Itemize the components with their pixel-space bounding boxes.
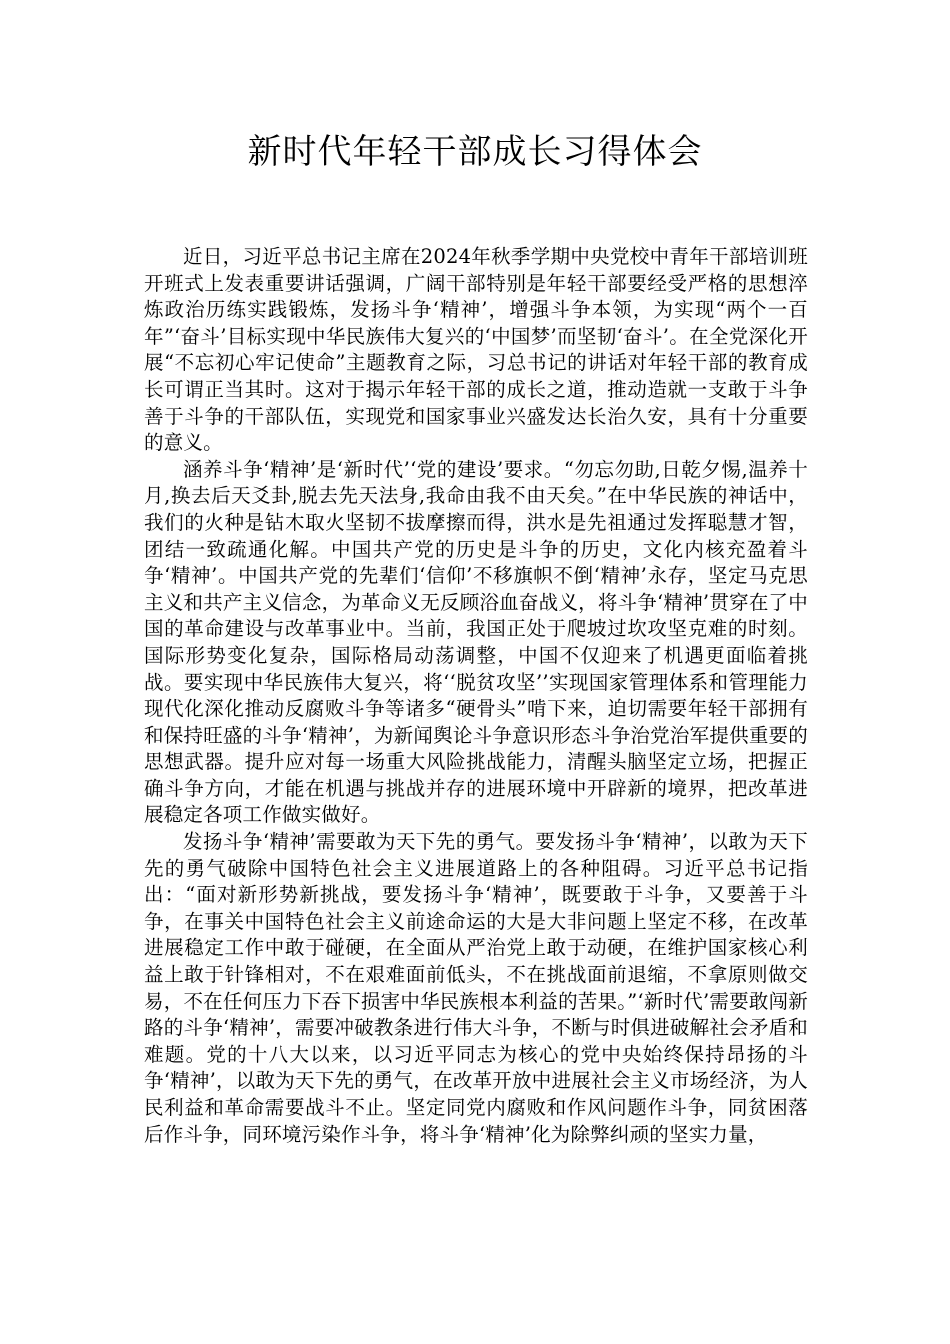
paragraph-2: 涵养斗争‘精神’是‘新时代’‘党的建设’要求。“勿忘勿助,日乾夕惕,温养十月,换去后天爻卦,脱去先天法身,我命由我不由天矣。”在中华民族的神话中，我们的火种是钻木取火坚韧不拔摩擦而得，洪水是先祖通过发挥聪慧才智，团结一致疏通化解。中国共产党的历史是斗争的历史，文化内核充盈着斗争‘精神’。中国共产党的先辈们‘信仰’不移旗帜不倒‘精神’永存，坚定马克思主义和共产主义信念，为革命义无反顾浴血奋战义，将斗争‘精神’贯穿在了中国的革命建设与改革事业中。当前，我国正处于爬坡过坎攻坚克难的时刻。国际形势变化复杂，国际格局动荡调整，中国不仅迎来了机遇更面临着挑战。要实现中华民族伟大复兴，将‘‘脱贫攻坚’’实现国家管理体系和管理能力现代化深化推动反腐败斗争等诸多“硬骨头”啃下来，迫切需要年轻干部拥有和保持旺盛的斗争‘精神’，为新闻舆论斗争意识形态斗争治党治军提供重要的思想武器。提升应对每一场重大风险挑战能力，清醒头脑坚定立场，把握正确斗争方向，才能在机遇与挑战并存的进展环境中开辟新的境界，把改革进展稳定各项工作做实做好。 — [144, 457, 808, 827]
document-title: 新时代年轻干部成长习得体会 — [247, 132, 703, 172]
paragraph-1: 近日，习近平总书记主席在2024年秋季学期中央党校中青年干部培训班开班式上发表重要讲话强调，广阔干部特别是年轻干部要经受严格的思想淬炼政治历练实践锻炼，发扬斗争‘精神’，增强斗争本领，为实现“两个一百年”‘奋斗’目标实现中华民族伟大复兴的‘中国梦’而坚韧‘奋斗’。在全党深化开展“不忘初心牢记使命”主题教育之际，习总书记的讲话对年轻干部的教育成长可谓正当其时。这对于揭示年轻干部的成长之道，推动造就一支敢于斗争善于斗争的干部队伍，实现党和国家事业兴盛发达长治久安，具有十分重要的意义。 — [144, 245, 808, 455]
document-body — [144, 244, 808, 1148]
paragraph-3: 发扬斗争‘精神’需要敢为天下先的勇气。要发扬斗争‘精神’，以敢为天下先的勇气破除中国特色社会主义进展道路上的各种阻碍。习近平总书记指出：“面对新形势新挑战，要发扬斗争‘精神’，既要敢于斗争，又要善于斗争，在事关中国特色社会主义前途命运的大是大非问题上坚定不移，在改革进展稳定工作中敢于碰硬，在全面从严治党上敢于动硬，在维护国家核心利益上敢于针锋相对，不在艰难面前低头，不在挑战面前退缩，不拿原则做交易，不在任何压力下吞下损害中华民族根本利益的苦果。”‘新时代’需要敢闯新路的斗争‘精神’，需要冲破教条进行伟大斗争，不断与时俱进破解社会矛盾和难题。党的十八大以来，以习近平同志为核心的党中央始终保持昂扬的斗争‘精神’，以敢为天下先的勇气，在改革开放中进展社会主义市场经济，为人民利益和革命需要战斗不止。坚定同党内腐败和作风问题作斗争，同贫困落后作斗争，同环境污染作斗争，将斗争‘精神’化为除弊纠顽的坚实力量， — [144, 830, 808, 1146]
